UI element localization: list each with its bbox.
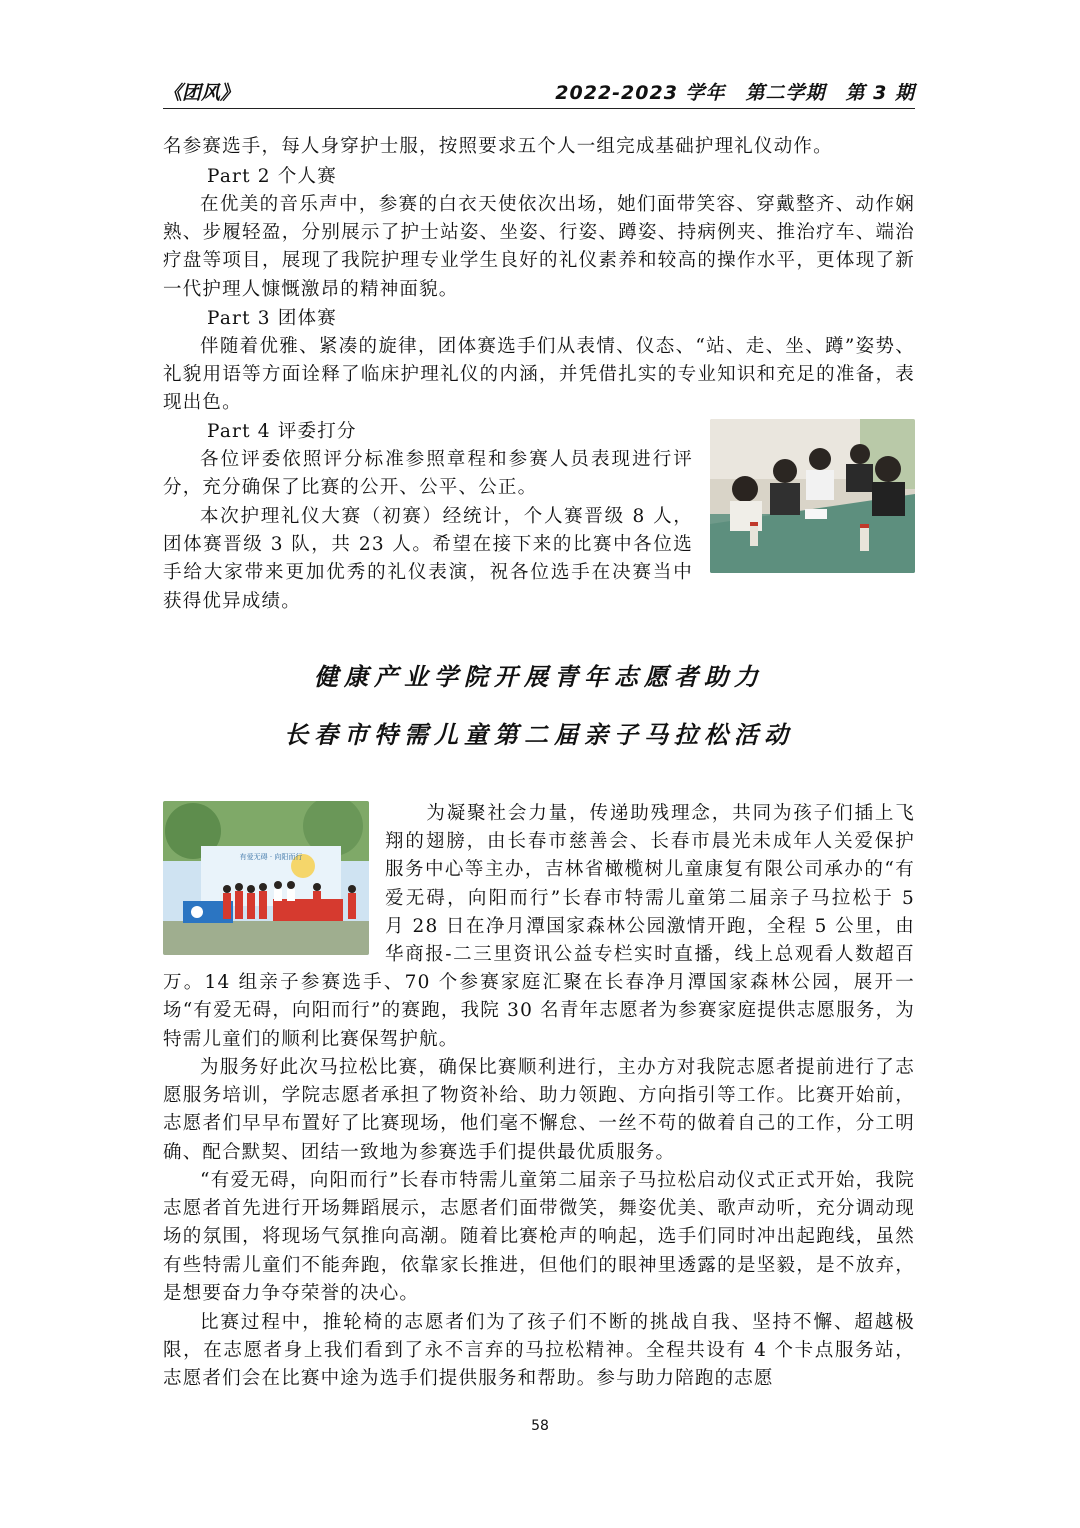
article-body-first	[163, 800, 915, 1054]
image-float-spacer	[163, 800, 385, 960]
paragraph-part4: 各位评委依照评分标准参照章程和参赛人员表现进行评分，充分确保了比赛的公开、公平、公正。	[163, 449, 693, 499]
part3-heading: Part 3 团体赛	[207, 308, 337, 329]
paragraph-ceremony: “有爱无碍，向阳而行”长春市特需儿童第二届亲子马拉松启动仪式正式开始，我院志愿者首先进行开场舞蹈展示，志愿者们面带微笑，舞姿优美、歌声动听，充分调动现场的氛围，将现场气氛推向高潮。随着比赛枪声的响起，选手们同时冲出起跑线，虽然有些特需儿童们不能奔跑，依靠家长推进，但他们的眼神里透露的是坚毅，是不放弃，是想要奋力争夺荣誉的决心。	[163, 1170, 915, 1304]
article-title-line2: 长春市特需儿童第二届亲子马拉松活动	[284, 721, 794, 749]
article-title-line1: 健康产业学院开展青年志愿者助力	[314, 663, 764, 691]
paragraph-part2: 在优美的音乐声中，参赛的白衣天使依次出场，她们面带笑容、穿戴整齐、动作娴熟、步履轻盈，分别展示了护士站姿、坐姿、行姿、蹲姿、持病例夹、推治疗车、端治疗盘等项目，展现了我院护理专业学生良好的礼仪素养和较高的操作水平，更体现了新一代护理人慷慨激昂的精神面貌。	[163, 194, 915, 300]
paragraph-training: 为服务好此次马拉松比赛，确保比赛顺利进行，主办方对我院志愿者提前进行了志愿服务培训，学院志愿者承担了物资补给、助力领跑、方向指引等工作。比赛开始前，志愿者们早早布置好了比赛现场，他们毫不懈怠、一丝不苟的做着自己的工作，分工明确、配合默契、团结一致地为参赛选手们提供最优质服务。	[163, 1057, 915, 1163]
part4-heading: Part 4 评委打分	[207, 421, 357, 442]
banner-text: 有爱无碍 · 向阳而行	[239, 853, 303, 861]
paragraph-race: 比赛过程中，推轮椅的志愿者们为了孩子们不断的挑战自我、坚持不懈、超越极限，在志愿者身上我们看到了永不言弃的马拉松精神。全程共设有 4 个卡点服务站，志愿者们会在比赛中途为选手们提供服务和帮助。参与助力陪跑的志愿	[163, 1312, 915, 1390]
classroom-image	[710, 419, 915, 573]
part2-heading: Part 2 个人赛	[207, 166, 337, 187]
issue-info: 2022-2023 学年 第二学期 第 3 期	[555, 82, 915, 104]
paragraph-result: 本次护理礼仪大赛（初赛）经统计，个人赛晋级 8 人，团体赛晋级 3 队，共 23 人。希望在接下来的比赛中各位选手给大家带来更加优秀的礼仪表演，祝各位选手在决赛当中获得优异成绩。	[163, 506, 693, 612]
contest-photo	[710, 419, 915, 573]
paragraph-intro: 为凝聚社会力量，传递助残理念，共同为孩子们插上飞翔的翅膀，由长春市慈善会、长春市晨光未成年人关爱保护服务中心等主办，吉林省橄榄树儿童康复有限公司承办的“有爱无碍，向阳而行”长春市特需儿童第二届亲子马拉松于 5 月 28 日在净月潭国家森林公园激情开跑，全程 5 公里，由华商报-二三里资讯公益专栏实时直播，线上总观看人数超百万。14 组亲子参赛选手、70 个参赛家庭汇聚在长春净月潭国家森林公园，展开一场“有爱无碍，向阳而行”的赛跑，我院 30 名青年志愿者为参赛家庭提供志愿服务，为特需儿童们的顺利比赛保驾护航。	[163, 803, 915, 1050]
page-header	[163, 78, 915, 109]
page-number: 58	[531, 1418, 549, 1434]
journal-name: 《团风》	[163, 82, 240, 104]
paragraph-part3: 伴随着优雅、紧凑的旋律，团体赛选手们从表情、仪态、“站、走、坐、蹲”姿势、礼貌用语等方面诠释了临床护理礼仪的内涵，并凭借扎实的专业知识和充足的准备，表现出色。	[163, 336, 915, 414]
paragraph-continued: 名参赛选手，每人身穿护士服，按照要求五个人一组完成基础护理礼仪动作。	[163, 136, 833, 157]
